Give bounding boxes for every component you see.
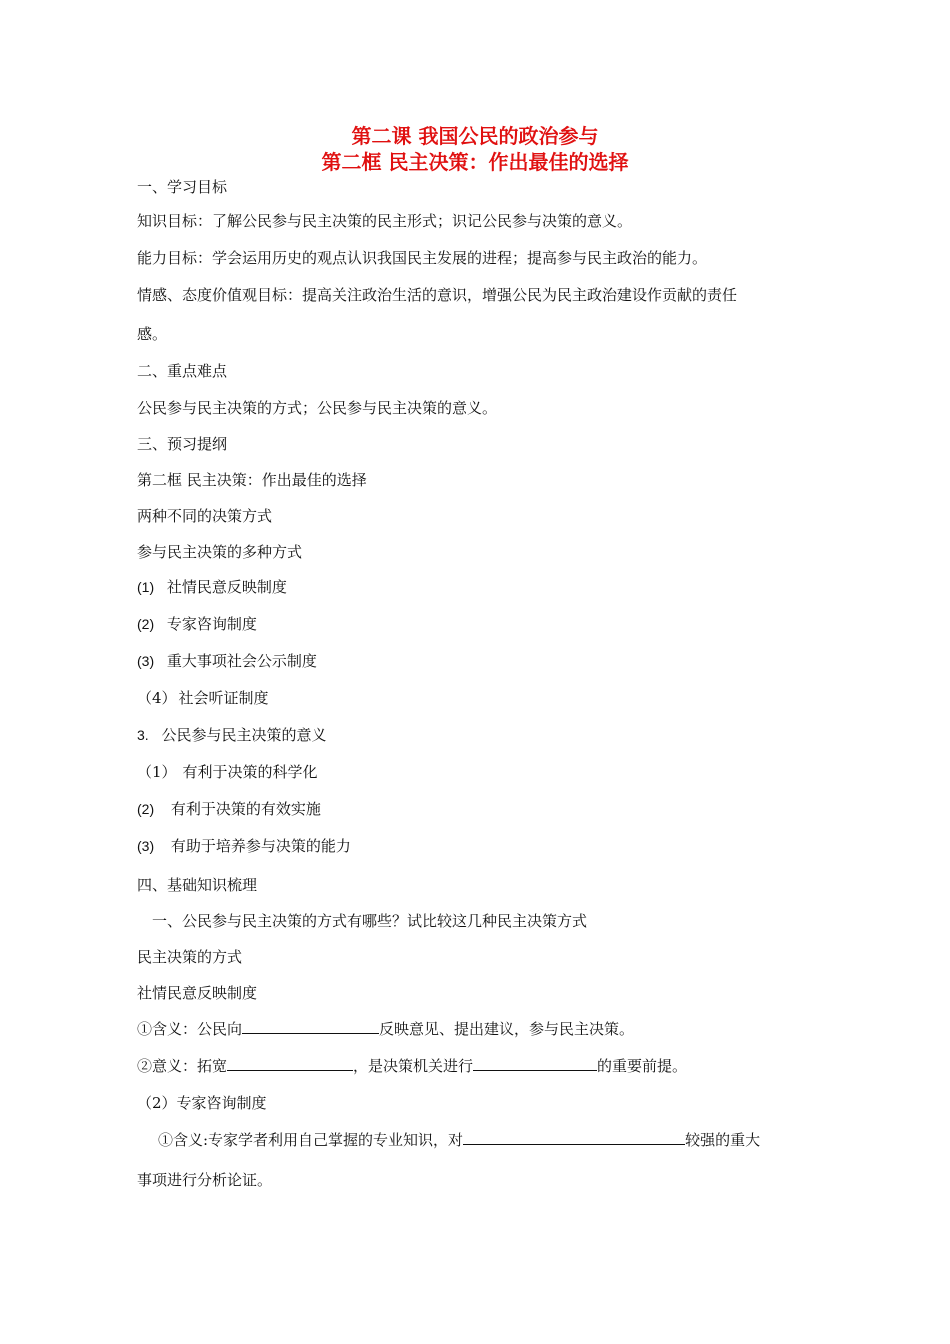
- review-ways: 民主决策的方式: [137, 948, 243, 966]
- fill-in-prefix: ①含义：公民向: [137, 1020, 243, 1038]
- outline-sub-2: [137, 614, 257, 634]
- list-text: 社会听证制度: [178, 689, 269, 707]
- answer-blank[interactable]: [463, 1130, 685, 1145]
- fill-in-suffix: 较强的重大: [685, 1131, 761, 1149]
- keypoints-content: 公民参与民主决策的方式；公民参与民主决策的意义。: [137, 399, 498, 417]
- list-text: 社情民意反映制度: [166, 578, 287, 596]
- answer-blank[interactable]: [242, 1019, 379, 1034]
- list-number: (3): [137, 653, 155, 669]
- outline-item-1: 两种不同的决策方式: [137, 507, 273, 525]
- section-heading-keypoints: 二、重点难点: [137, 362, 228, 380]
- frame-title: 第二框 民主决策：作出最佳的选择: [321, 150, 629, 174]
- significance-2: [137, 799, 321, 819]
- outline-sub-3: [137, 651, 317, 671]
- significance-1: [137, 762, 318, 782]
- list-text: 有利于决策的科学化: [182, 763, 318, 781]
- review-question-1: 一、公民参与民主决策的方式有哪些？试比较这几种民主决策方式: [152, 912, 588, 930]
- list-text: 有利于决策的有效实施: [170, 800, 321, 818]
- fill-in-meaning: [137, 1019, 634, 1039]
- review-sub-2: （2）专家咨询制度: [137, 1094, 267, 1112]
- list-text: 专家咨询制度: [166, 615, 257, 633]
- answer-blank[interactable]: [473, 1056, 597, 1071]
- list-number: (2): [137, 801, 155, 817]
- fill-in-significance: [137, 1056, 687, 1076]
- significance-3: [137, 836, 351, 856]
- fill-in-suffix: 的重要前提。: [597, 1057, 688, 1075]
- outline-sub-1: [137, 577, 287, 597]
- ability-goal: 能力目标：学会运用历史的观点认识我国民主发展的进程；提高参与民主政治的能力。: [137, 249, 708, 267]
- fill-in-prefix: ②意义：拓宽: [137, 1057, 228, 1075]
- list-number: （4）: [137, 689, 177, 707]
- outline-frame: 第二框 民主决策：作出最佳的选择: [137, 471, 367, 489]
- outline-sub-4: [137, 688, 269, 708]
- outline-item-3: [137, 725, 326, 745]
- list-text: 公民参与民主决策的意义: [161, 726, 327, 744]
- list-text: 重大事项社会公示制度: [166, 652, 317, 670]
- fill-in-middle: ，是决策机关进行: [353, 1057, 474, 1075]
- list-number: 3.: [137, 727, 149, 743]
- answer-blank[interactable]: [227, 1056, 353, 1071]
- section-heading-outline: 三、预习提纲: [137, 435, 228, 453]
- list-text: 有助于培养参与决策的能力: [170, 837, 351, 855]
- emotion-goal: 情感、态度价值观目标：提高关注政治生活的意识，增强公民为民主政治建设作贡献的责任: [137, 286, 738, 304]
- emotion-goal-cont: 感。: [137, 325, 168, 343]
- lesson-title: 第二课 我国公民的政治参与: [351, 124, 599, 148]
- fill-in-expert-meaning: [158, 1130, 760, 1150]
- section-heading-review: 四、基础知识梳理: [137, 876, 258, 894]
- section-heading-goals: 一、学习目标: [137, 178, 228, 196]
- list-number: （1）: [137, 763, 177, 781]
- fill-in-expert-meaning-cont: 事项进行分析论证。: [137, 1171, 273, 1189]
- list-number: (2): [137, 616, 155, 632]
- outline-item-2: 参与民主决策的多种方式: [137, 543, 303, 561]
- fill-in-prefix: ①含义:专家学者利用自己掌握的专业知识，对: [158, 1131, 464, 1149]
- review-sub-1: 社情民意反映制度: [137, 984, 258, 1002]
- knowledge-goal: 知识目标：了解公民参与民主决策的民主形式；识记公民参与决策的意义。: [137, 212, 633, 230]
- fill-in-suffix: 反映意见、提出建议，参与民主决策。: [379, 1020, 635, 1038]
- list-number: (3): [137, 838, 155, 854]
- list-number: (1): [137, 579, 155, 595]
